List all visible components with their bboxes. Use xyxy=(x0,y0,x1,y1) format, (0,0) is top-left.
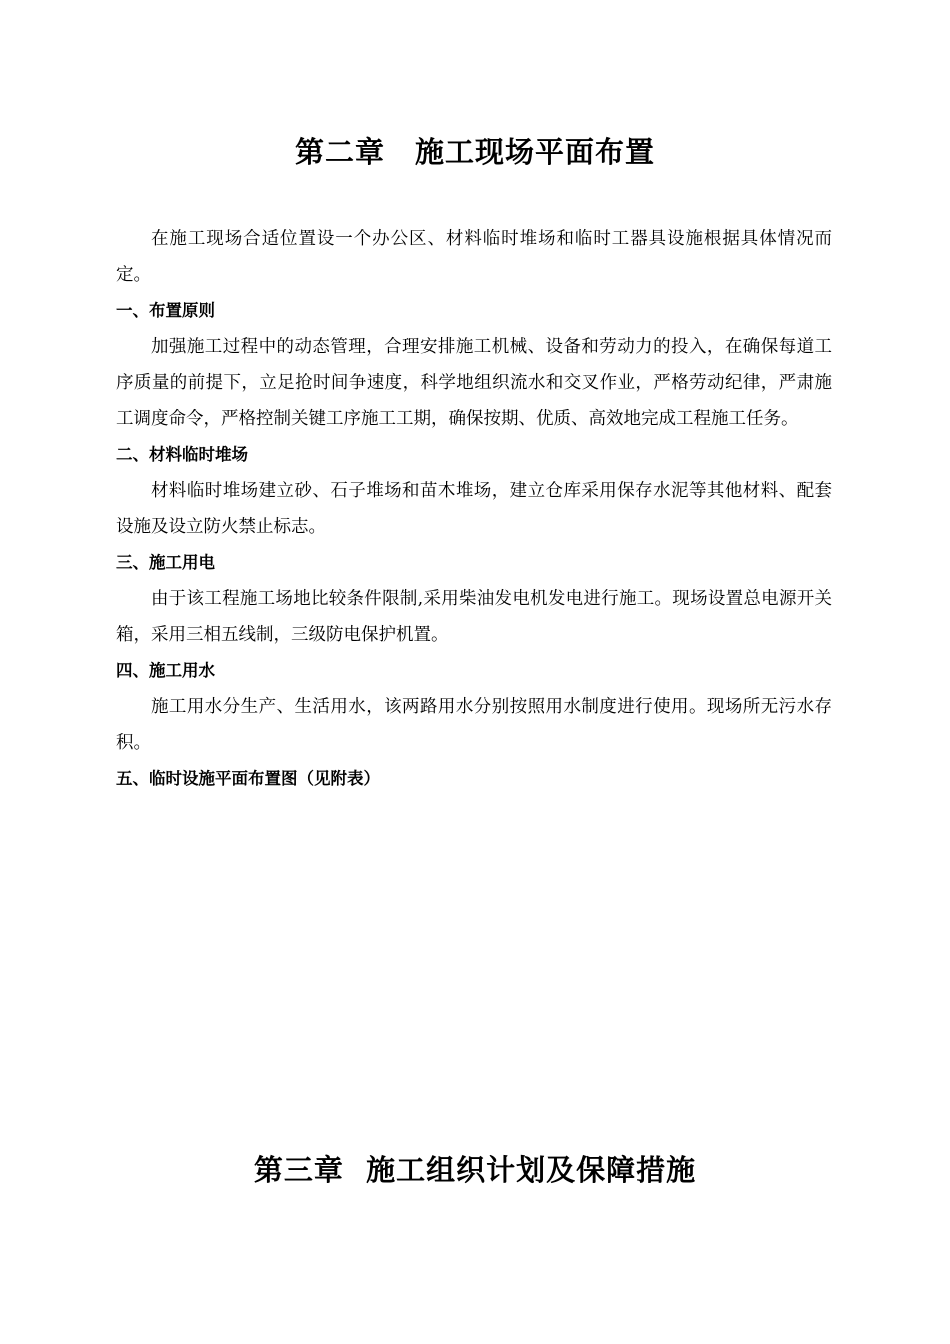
chapter-3-title: 第三章 施工组织计划及保障措施 xyxy=(253,1153,697,1187)
section-body-water: 施工用水分生产、生活用水，该两路用水分别按照用水制度进行使用。现场所无污水存积。 xyxy=(116,697,832,753)
section-heading-material-yard: 二、材料临时堆场 xyxy=(116,445,248,464)
section-body-material-yard: 材料临时堆场建立砂、石子堆场和苗木堆场，建立仓库采用保存水泥等其他材料、配套设施及设立防火禁止标志。 xyxy=(116,481,832,537)
section-body-electricity: 由于该工程施工场地比较条件限制,采用柴油发电机发电进行施工。现场设置总电源开关箱，采用三相五线制，三级防电保护机置。 xyxy=(116,589,832,645)
section-heading-electricity: 三、施工用电 xyxy=(116,553,215,572)
chapter-2-content xyxy=(116,221,832,797)
section-heading-layout-principles: 一、布置原则 xyxy=(116,301,215,320)
section-heading-water: 四、施工用水 xyxy=(116,661,215,680)
section-body-layout-principles: 加强施工过程中的动态管理，合理安排施工机械、设备和劳动力的投入，在确保每道工序质量的前提下，立足抢时间争速度，科学地组织流水和交叉作业，严格劳动纪律，严肃施工调度命令，严格控制关键工序施工工期，确保按期、优质、高效地完成工程施工任务。 xyxy=(116,337,832,429)
chapter-2-title: 第二章 施工现场平面布置 xyxy=(294,135,655,169)
section-heading-layout-drawing: 五、临时设施平面布置图（见附表） xyxy=(116,769,380,788)
intro-paragraph: 在施工现场合适位置设一个办公区、材料临时堆场和临时工器具设施根据具体情况而定。 xyxy=(116,229,832,285)
